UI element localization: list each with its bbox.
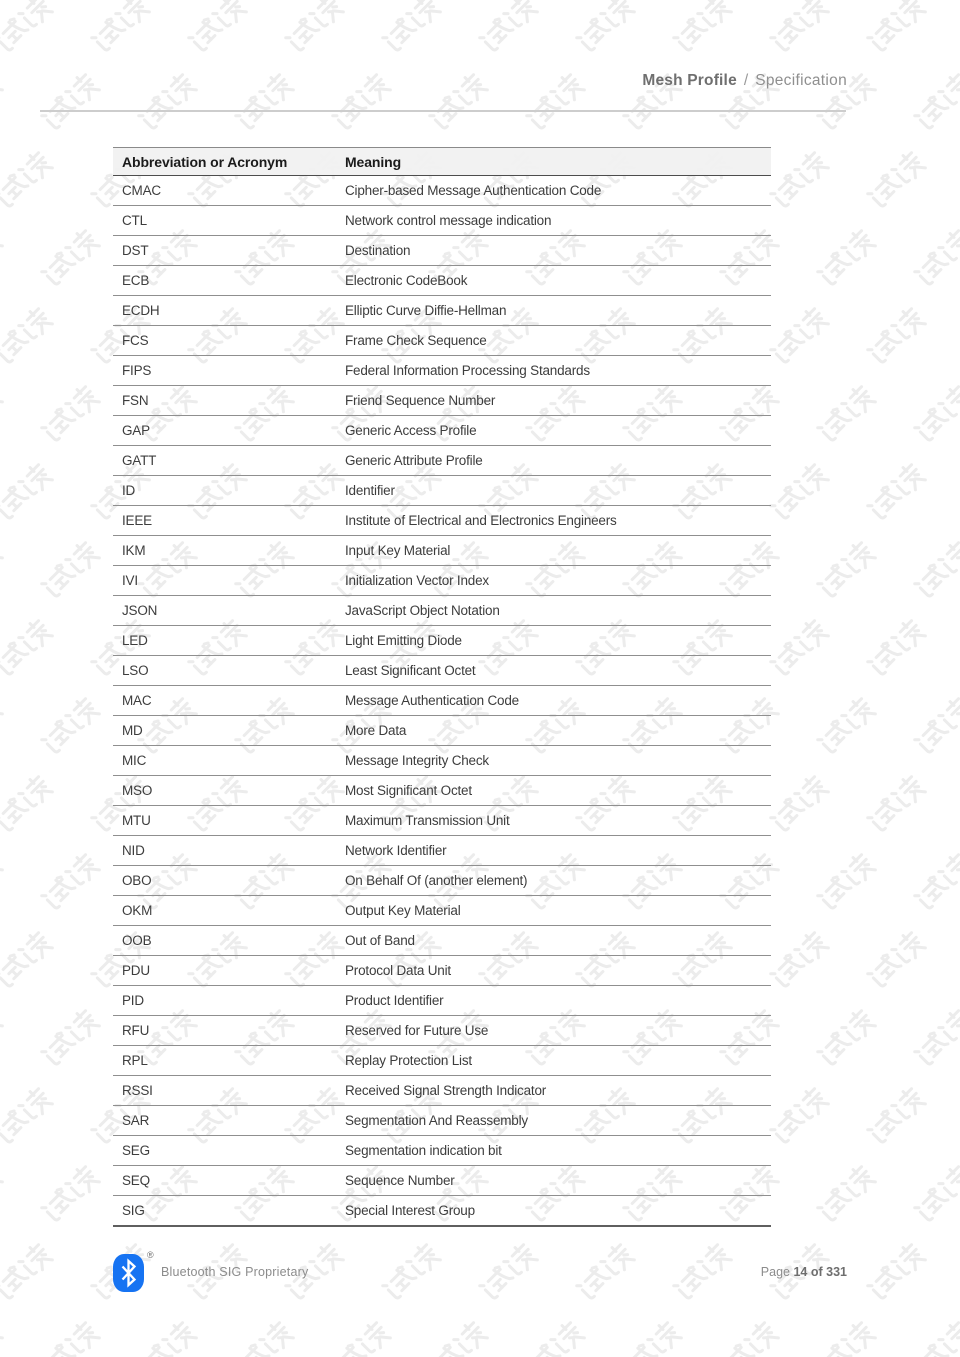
meaning-cell: JavaScript Object Notation [336, 596, 771, 626]
meaning-cell: Message Integrity Check [336, 746, 771, 776]
abbreviation-cell: CMAC [113, 176, 336, 206]
abbreviation-cell: FSN [113, 386, 336, 416]
table-row [113, 386, 771, 416]
watermark-text [473, 0, 544, 60]
watermark-text [667, 0, 738, 60]
table-row [113, 1166, 771, 1196]
abbreviation-cell: LSO [113, 656, 336, 686]
meaning-cell: Initialization Vector Index [336, 566, 771, 596]
watermark-text [811, 848, 882, 919]
watermark-text [908, 1004, 960, 1075]
header-separator: / [743, 72, 749, 89]
watermark-text [35, 68, 106, 139]
table-row [113, 926, 771, 956]
watermark-text [811, 536, 882, 607]
watermark-text [861, 926, 932, 997]
meaning-cell: Replay Protection List [336, 1046, 771, 1076]
proprietary-notice: Bluetooth SIG Proprietary [161, 1265, 309, 1279]
watermark-text [0, 1160, 8, 1231]
abbreviation-cell: OBO [113, 866, 336, 896]
abbreviation-cell: ECDH [113, 296, 336, 326]
table-row [113, 1136, 771, 1166]
watermark-text [35, 380, 106, 451]
watermark-text [908, 1160, 960, 1231]
watermark-text [0, 536, 8, 607]
meaning-cell: Federal Information Processing Standards [336, 356, 771, 386]
abbreviations-table [113, 147, 771, 1227]
watermark-text [764, 770, 835, 841]
table-row [113, 986, 771, 1016]
page-value: 14 of 331 [793, 1265, 847, 1279]
abbreviation-cell: MIC [113, 746, 336, 776]
watermark-text [811, 1316, 882, 1357]
registered-trademark-symbol: ® [147, 1250, 154, 1260]
watermark-text [764, 146, 835, 217]
watermark-text [908, 536, 960, 607]
watermark-text [908, 68, 960, 139]
document-subtitle: Specification [755, 72, 847, 89]
meaning-cell: Product Identifier [336, 986, 771, 1016]
watermark-text [326, 1316, 397, 1357]
watermark-text [423, 1316, 494, 1357]
table-row [113, 746, 771, 776]
abbreviation-cell: DST [113, 236, 336, 266]
watermark-text [85, 0, 156, 60]
watermark-text [861, 770, 932, 841]
watermark-text [861, 1238, 932, 1309]
meaning-cell: Sequence Number [336, 1166, 771, 1196]
abbreviation-cell: ID [113, 476, 336, 506]
abbreviation-cell: MAC [113, 686, 336, 716]
table-row [113, 566, 771, 596]
watermark-text [714, 1316, 785, 1357]
abbreviation-cell: RSSI [113, 1076, 336, 1106]
abbreviation-cell: PID [113, 986, 336, 1016]
abbreviation-cell: MD [113, 716, 336, 746]
table-row [113, 506, 771, 536]
meaning-cell: Frame Check Sequence [336, 326, 771, 356]
table-row [113, 1196, 771, 1227]
watermark-text [764, 1082, 835, 1153]
watermark-text [861, 146, 932, 217]
watermark-text [473, 1238, 544, 1309]
abbreviation-cell: MSO [113, 776, 336, 806]
watermark-text [908, 692, 960, 763]
abbreviation-cell: SEQ [113, 1166, 336, 1196]
table-row [113, 206, 771, 236]
page-number [761, 1265, 847, 1279]
watermark-text [811, 1160, 882, 1231]
meaning-cell: Generic Attribute Profile [336, 446, 771, 476]
table-row [113, 1076, 771, 1106]
watermark-text [35, 536, 106, 607]
meaning-cell: Least Significant Octet [336, 656, 771, 686]
watermark-text [0, 692, 8, 763]
watermark-text [520, 68, 591, 139]
abbreviation-cell: NID [113, 836, 336, 866]
watermark-text [0, 614, 58, 685]
watermark-text [376, 1238, 447, 1309]
watermark-text [764, 302, 835, 373]
table-row [113, 476, 771, 506]
watermark-text [811, 380, 882, 451]
meaning-cell: Light Emitting Diode [336, 626, 771, 656]
meaning-cell: Network Identifier [336, 836, 771, 866]
watermark-text [764, 926, 835, 997]
table-row [113, 776, 771, 806]
watermark-text [35, 848, 106, 919]
watermark-text [908, 380, 960, 451]
abbreviation-cell: RPL [113, 1046, 336, 1076]
watermark-text [764, 614, 835, 685]
table-row [113, 416, 771, 446]
meaning-cell: Protocol Data Unit [336, 956, 771, 986]
table-row [113, 866, 771, 896]
watermark-text [811, 1004, 882, 1075]
watermark-text [376, 0, 447, 60]
watermark-text [811, 692, 882, 763]
watermark-text [0, 0, 58, 60]
abbreviation-cell: GATT [113, 446, 336, 476]
watermark-text [35, 224, 106, 295]
table-row [113, 536, 771, 566]
watermark-text [35, 1004, 106, 1075]
abbreviation-cell: JSON [113, 596, 336, 626]
watermark-text [35, 1160, 106, 1231]
meaning-cell: Segmentation And Reassembly [336, 1106, 771, 1136]
watermark-text [861, 302, 932, 373]
table-row [113, 686, 771, 716]
watermark-text [764, 0, 835, 60]
watermark-text [0, 848, 8, 919]
abbreviation-cell: GAP [113, 416, 336, 446]
watermark-text [617, 1316, 688, 1357]
table-row [113, 1046, 771, 1076]
table-row [113, 896, 771, 926]
meaning-cell: Segmentation indication bit [336, 1136, 771, 1166]
watermark-text [811, 224, 882, 295]
table-row [113, 626, 771, 656]
abbreviation-cell: ECB [113, 266, 336, 296]
watermark-text [908, 1316, 960, 1357]
meaning-cell: Received Signal Strength Indicator [336, 1076, 771, 1106]
meaning-cell: Reserved for Future Use [336, 1016, 771, 1046]
table-row [113, 296, 771, 326]
abbreviation-cell: SAR [113, 1106, 336, 1136]
table-row [113, 836, 771, 866]
table-row [113, 446, 771, 476]
table-row [113, 1106, 771, 1136]
meaning-cell: Identifier [336, 476, 771, 506]
table-row [113, 266, 771, 296]
meaning-cell: Friend Sequence Number [336, 386, 771, 416]
meaning-cell: Maximum Transmission Unit [336, 806, 771, 836]
meaning-cell: On Behalf Of (another element) [336, 866, 771, 896]
watermark-text [570, 0, 641, 60]
table-row [113, 1016, 771, 1046]
watermark-text [0, 146, 58, 217]
meaning-cell: Out of Band [336, 926, 771, 956]
table-row [113, 356, 771, 386]
abbreviation-cell: CTL [113, 206, 336, 236]
header-rule [40, 110, 846, 112]
abbreviation-cell: OOB [113, 926, 336, 956]
meaning-cell: Most Significant Octet [336, 776, 771, 806]
bluetooth-logo-icon [113, 1254, 144, 1292]
watermark-text [0, 926, 58, 997]
page-label: Page [760, 1265, 790, 1279]
table-row [113, 326, 771, 356]
watermark-text [326, 68, 397, 139]
watermark-text [570, 1238, 641, 1309]
watermark-text [0, 302, 58, 373]
watermark-text [132, 1316, 203, 1357]
watermark-text [132, 68, 203, 139]
table-row [113, 176, 771, 206]
abbreviation-cell: RFU [113, 1016, 336, 1046]
abbreviation-cell: LED [113, 626, 336, 656]
watermark-text [229, 68, 300, 139]
meaning-cell: Elliptic Curve Diffie-Hellman [336, 296, 771, 326]
abbreviation-cell: SEG [113, 1136, 336, 1166]
table-row [113, 716, 771, 746]
abbreviation-cell: IVI [113, 566, 336, 596]
watermark-text [423, 68, 494, 139]
table-header-row [113, 148, 771, 176]
abbreviation-cell: SIG [113, 1196, 336, 1227]
table-row [113, 956, 771, 986]
watermark-text [229, 1316, 300, 1357]
table-row [113, 236, 771, 266]
meaning-cell: Message Authentication Code [336, 686, 771, 716]
watermark-text [0, 1082, 58, 1153]
watermark-text [0, 1238, 58, 1309]
table-row [113, 596, 771, 626]
abbreviation-cell: IKM [113, 536, 336, 566]
watermark-text [861, 614, 932, 685]
watermark-text [0, 770, 58, 841]
watermark-text [861, 1082, 932, 1153]
meaning-cell: Output Key Material [336, 896, 771, 926]
watermark-text [0, 380, 8, 451]
watermark-text [0, 1004, 8, 1075]
meaning-cell: Input Key Material [336, 536, 771, 566]
watermark-text [861, 0, 932, 60]
watermark-text [764, 458, 835, 529]
watermark-text [0, 1316, 8, 1357]
watermark-text [520, 1316, 591, 1357]
table-row [113, 656, 771, 686]
column-header-abbreviation: Abbreviation or Acronym [113, 148, 336, 176]
table-row [113, 806, 771, 836]
meaning-cell: Cipher-based Message Authentication Code [336, 176, 771, 206]
abbreviation-cell: OKM [113, 896, 336, 926]
page-header [642, 72, 847, 90]
meaning-cell: Network control message indication [336, 206, 771, 236]
meaning-cell: Generic Access Profile [336, 416, 771, 446]
abbreviation-cell: FIPS [113, 356, 336, 386]
watermark-text [279, 0, 350, 60]
watermark-text [908, 848, 960, 919]
watermark-text [861, 458, 932, 529]
meaning-cell: Electronic CodeBook [336, 266, 771, 296]
meaning-cell: Destination [336, 236, 771, 266]
abbreviation-cell: MTU [113, 806, 336, 836]
watermark-text [908, 224, 960, 295]
meaning-cell: More Data [336, 716, 771, 746]
abbreviation-cell: PDU [113, 956, 336, 986]
abbreviation-cell: FCS [113, 326, 336, 356]
watermark-text [35, 692, 106, 763]
watermark-text [35, 1316, 106, 1357]
meaning-cell: Institute of Electrical and Electronics Engineers [336, 506, 771, 536]
abbreviation-cell: IEEE [113, 506, 336, 536]
watermark-text [0, 68, 8, 139]
meaning-cell: Special Interest Group [336, 1196, 771, 1227]
watermark-text [0, 458, 58, 529]
watermark-text [667, 1238, 738, 1309]
watermark-text [0, 224, 8, 295]
watermark-text [182, 0, 253, 60]
column-header-meaning: Meaning [336, 148, 771, 176]
document-title: Mesh Profile [642, 72, 737, 89]
